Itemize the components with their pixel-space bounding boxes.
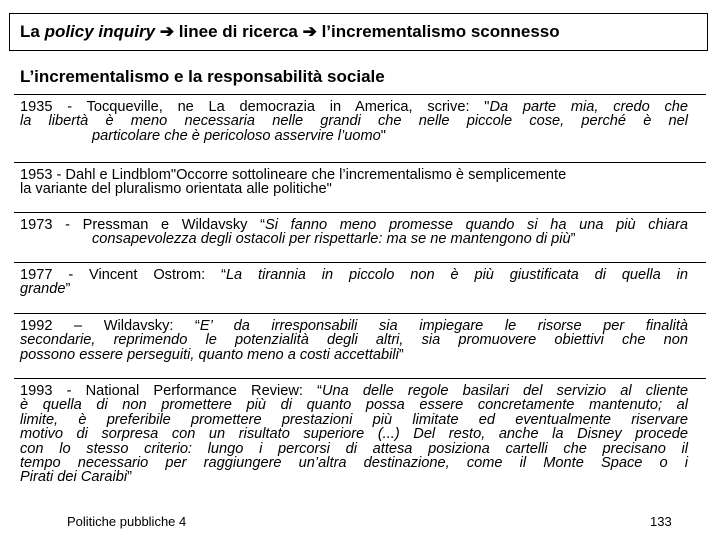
- entry-line: 1992 – Wildavsky: “E’ da irresponsabili sia impiegare le risorse per finalità: [20, 318, 688, 334]
- entry-line: è quella di non promettere più di quanto possa essere concretamente mantenuto; al: [20, 397, 688, 414]
- entry-line: possono essere perseguiti, quanto meno a costi accettabili”: [20, 346, 404, 363]
- entry-1973: [20, 218, 688, 247]
- slide-title: La policy inquiry ➔ linee di ricerca ➔ l’incrementalismo sconnesso: [20, 22, 560, 41]
- entry-line: grande”: [20, 281, 71, 298]
- section-title: L’incrementalismo e la responsabilità sociale: [20, 67, 385, 86]
- divider: [14, 313, 706, 314]
- arrow-right-icon: ➔: [302, 22, 317, 41]
- divider: [14, 94, 706, 95]
- page-number: 133: [650, 514, 672, 529]
- entry-1935: [20, 100, 688, 143]
- divider: [14, 378, 706, 379]
- entry-line: 1977 - Vincent Ostrom: “La tirannia in piccolo non è più giustificata di quella in: [20, 267, 688, 283]
- entry-line: limite, è preferibile promettere prestazioni più limitate ed eventualmente riservare: [20, 411, 688, 428]
- entry-1993: [20, 384, 688, 485]
- entry-line: motivo di sorpresa con un risultato superiore (...) Del resto, anche la Disney procede: [20, 426, 688, 443]
- entry-line: 1953 - Dahl e Lindblom"Occorre sottolineare che l’incrementalismo è semplicemente: [20, 167, 567, 183]
- entry-line: 1993 - National Performance Review: “Una delle regole basilari del servizio al cliente: [20, 383, 688, 399]
- entry-line: consapevolezza degli ostacoli per rispettarle: ma se ne mantengono di più”: [92, 231, 576, 248]
- entry-1953: [20, 168, 688, 197]
- entry-1992: [20, 319, 688, 362]
- entry-line: particolare che è pericoloso asservire l’uomo": [92, 127, 386, 144]
- entry-line: Pirati dei Caraibi”: [20, 469, 132, 486]
- entry-line: con lo stesso criterio: lungo i percorsi di attesa posiziona cartelli che precisano il: [20, 440, 688, 457]
- entry-line: 1935 - Tocqueville, ne La democrazia in America, scrive: "Da parte mia, credo che: [20, 99, 688, 115]
- divider: [14, 212, 706, 213]
- divider: [14, 262, 706, 263]
- entry-line: 1973 - Pressman e Wildavsky “Si fanno meno promesse quando si ha una più chiara: [20, 217, 688, 233]
- entry-line: la libertà è meno necessaria nelle grandi che nelle piccole cose, perché è nel: [20, 113, 688, 130]
- entry-line: secondarie, reprimendo le potenzialità degli altri, sia promuovere obiettivi che non: [20, 332, 688, 349]
- footer-course-title: Politiche pubbliche 4: [67, 514, 187, 529]
- arrow-right-icon: ➔: [159, 22, 175, 41]
- entry-line: tempo necessario per raggiungere un’altra destinazione, come il Monte Space o i: [20, 455, 688, 472]
- entry-1977: [20, 268, 688, 297]
- divider: [14, 162, 706, 163]
- entry-line: la variante del pluralismo orientata alle politiche": [20, 181, 332, 198]
